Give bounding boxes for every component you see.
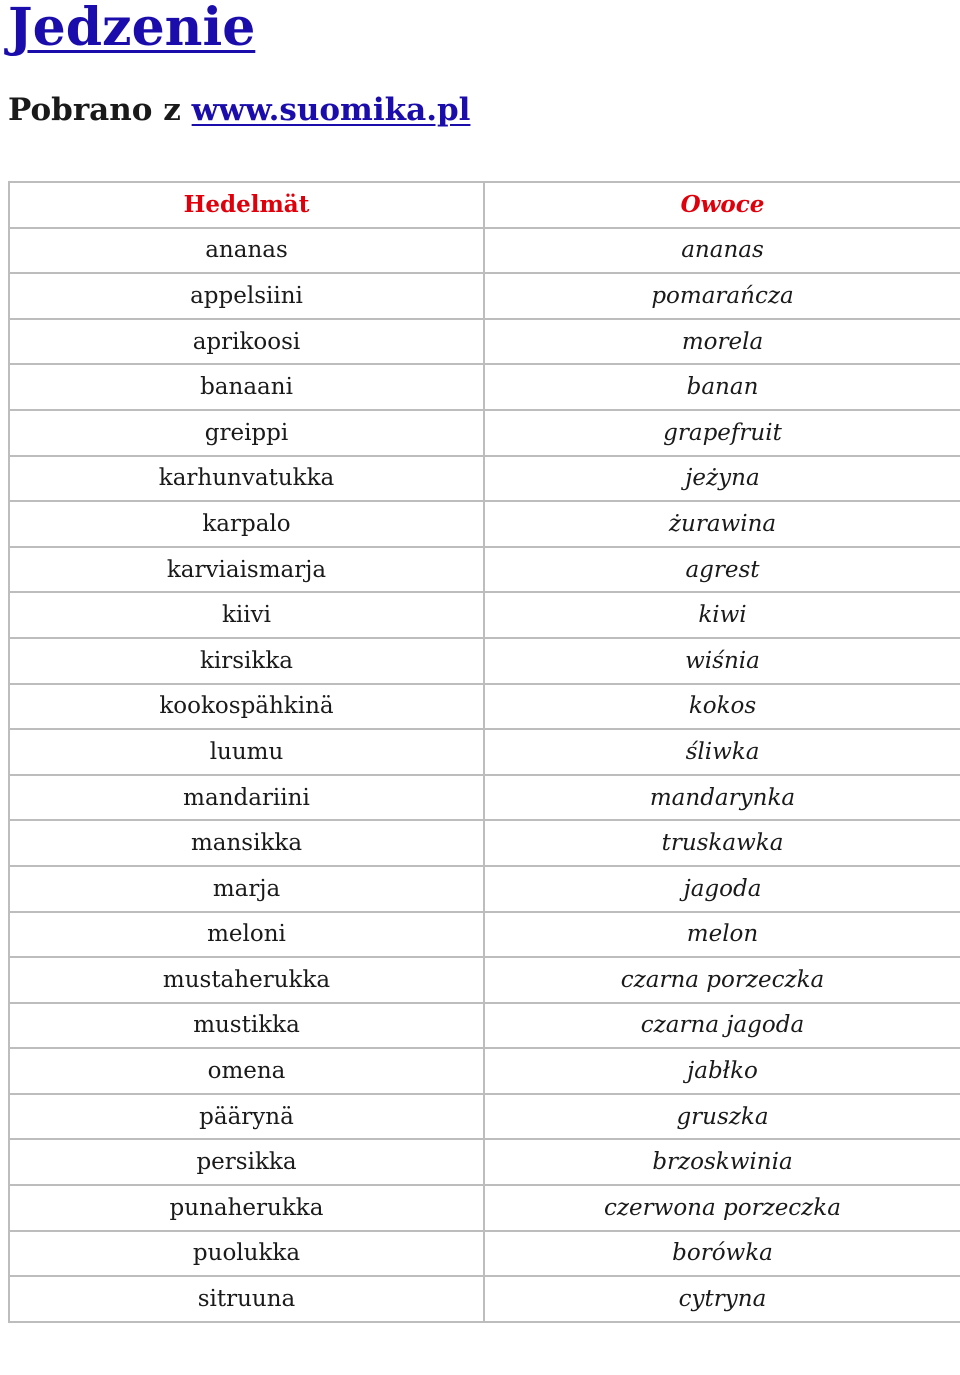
finnish-word: karhunvatukka: [9, 456, 484, 502]
polish-word: melon: [484, 912, 960, 958]
finnish-word: omena: [9, 1048, 484, 1094]
table-row: [9, 638, 960, 684]
table-row: [9, 273, 960, 319]
table-row: [9, 1276, 960, 1322]
source-link[interactable]: www.suomika.pl: [191, 92, 471, 128]
polish-word: cytryna: [484, 1276, 960, 1322]
table-row: [9, 1231, 960, 1277]
finnish-word: mustikka: [9, 1003, 484, 1049]
table-header-row: [9, 182, 960, 228]
table-row: [9, 957, 960, 1003]
source-line: [8, 88, 470, 132]
table-row: [9, 1139, 960, 1185]
table-row: [9, 456, 960, 502]
polish-word: jeżyna: [484, 456, 960, 502]
finnish-word: päärynä: [9, 1094, 484, 1140]
polish-word: kokos: [484, 684, 960, 730]
finnish-word: kirsikka: [9, 638, 484, 684]
finnish-word: marja: [9, 866, 484, 912]
finnish-word: ananas: [9, 228, 484, 274]
polish-word: morela: [484, 319, 960, 365]
finnish-word: punaherukka: [9, 1185, 484, 1231]
polish-word: mandarynka: [484, 775, 960, 821]
polish-word: grapefruit: [484, 410, 960, 456]
polish-word: żurawina: [484, 501, 960, 547]
finnish-word: puolukka: [9, 1231, 484, 1277]
polish-word: czarna jagoda: [484, 1003, 960, 1049]
finnish-word: persikka: [9, 1139, 484, 1185]
table-row: [9, 228, 960, 274]
table-row: [9, 592, 960, 638]
finnish-word: luumu: [9, 729, 484, 775]
table-row: [9, 319, 960, 365]
table-row: [9, 1048, 960, 1094]
polish-word: pomarańcza: [484, 273, 960, 319]
table-row: [9, 820, 960, 866]
polish-word: brzoskwinia: [484, 1139, 960, 1185]
finnish-word: karpalo: [9, 501, 484, 547]
header-finnish: Hedelmät: [9, 182, 484, 228]
table-row: [9, 1003, 960, 1049]
table-row: [9, 866, 960, 912]
polish-word: banan: [484, 364, 960, 410]
finnish-word: mustaherukka: [9, 957, 484, 1003]
table-row: [9, 912, 960, 958]
table-row: [9, 547, 960, 593]
table-row: [9, 684, 960, 730]
polish-word: czarna porzeczka: [484, 957, 960, 1003]
polish-word: borówka: [484, 1231, 960, 1277]
polish-word: śliwka: [484, 729, 960, 775]
table-row: [9, 501, 960, 547]
polish-word: kiwi: [484, 592, 960, 638]
polish-word: jabłko: [484, 1048, 960, 1094]
finnish-word: meloni: [9, 912, 484, 958]
polish-word: wiśnia: [484, 638, 960, 684]
finnish-word: banaani: [9, 364, 484, 410]
polish-word: truskawka: [484, 820, 960, 866]
finnish-word: sitruuna: [9, 1276, 484, 1322]
finnish-word: appelsiini: [9, 273, 484, 319]
table-row: [9, 1094, 960, 1140]
polish-word: ananas: [484, 228, 960, 274]
source-prefix: Pobrano z: [8, 92, 192, 128]
finnish-word: kookospähkinä: [9, 684, 484, 730]
finnish-word: greippi: [9, 410, 484, 456]
table-body: [9, 228, 960, 1322]
vocabulary-table: [8, 181, 960, 1323]
header-polish: Owoce: [484, 182, 960, 228]
finnish-word: karviaismarja: [9, 547, 484, 593]
table-row: [9, 364, 960, 410]
page-title-link[interactable]: Jedzenie: [8, 0, 256, 58]
polish-word: agrest: [484, 547, 960, 593]
polish-word: czerwona porzeczka: [484, 1185, 960, 1231]
finnish-word: mandariini: [9, 775, 484, 821]
finnish-word: aprikoosi: [9, 319, 484, 365]
table-row: [9, 775, 960, 821]
finnish-word: kiivi: [9, 592, 484, 638]
finnish-word: mansikka: [9, 820, 484, 866]
table-row: [9, 1185, 960, 1231]
table-row: [9, 410, 960, 456]
polish-word: gruszka: [484, 1094, 960, 1140]
polish-word: jagoda: [484, 866, 960, 912]
table-row: [9, 729, 960, 775]
